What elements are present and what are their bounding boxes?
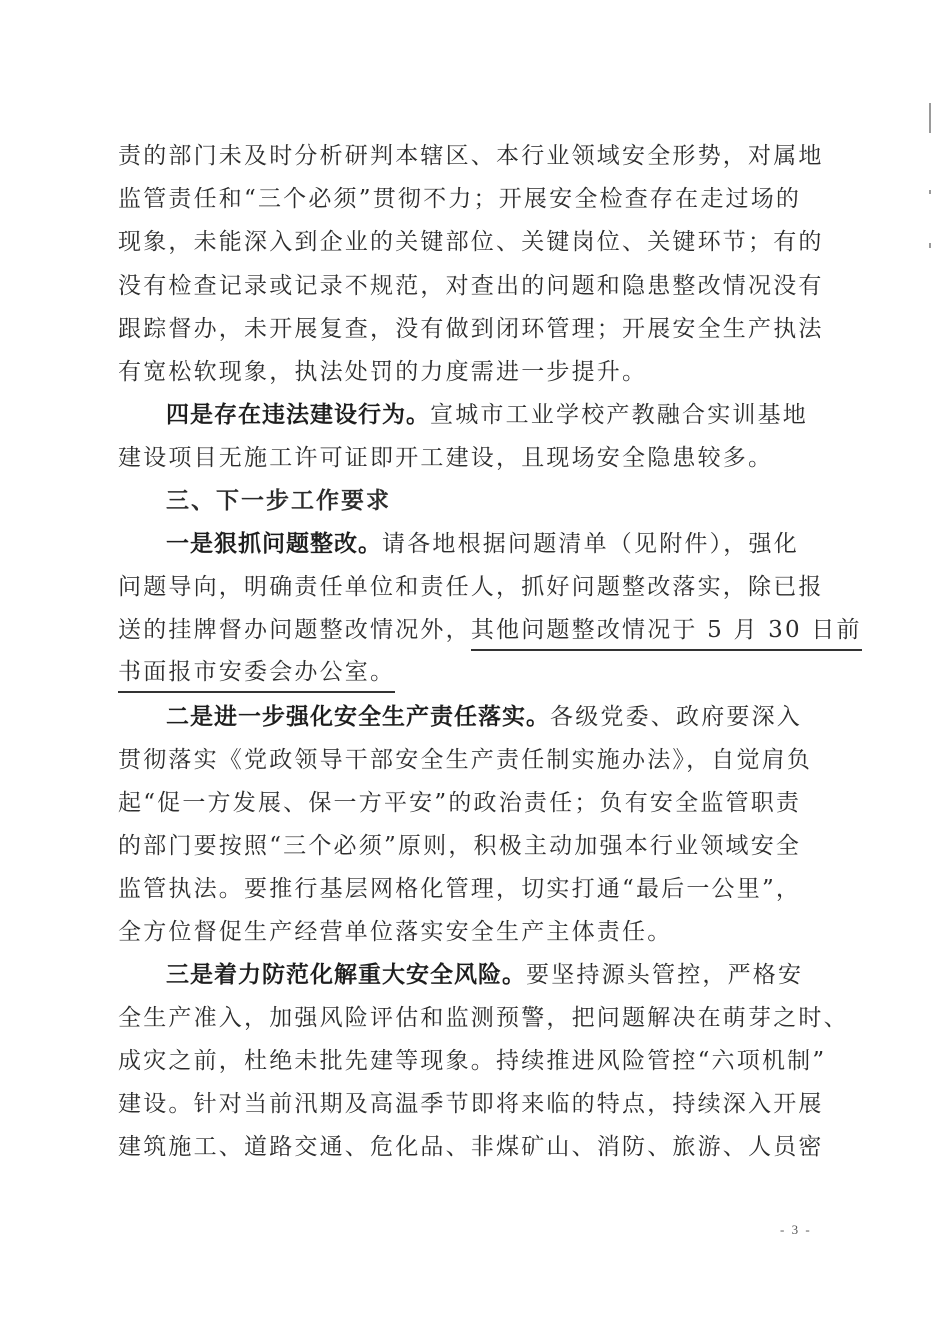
requirement-2-first-line — [166, 702, 816, 732]
section-heading: 三、下一步工作要求 — [166, 487, 391, 514]
requirement-3-first-line — [166, 960, 816, 990]
paragraph-line: 现象，未能深入到企业的关键部位、关键岗位、关键环节；有的 — [118, 229, 824, 255]
paragraph-line: 的部门要按照“三个必须”原则，积极主动加强本行业领域安全 — [118, 833, 802, 859]
paragraph-line: 建筑施工、道路交通、危化品、非煤矿山、消防、旅游、人员密 — [118, 1134, 824, 1160]
paragraph-line: 贯彻落实《党政领导干部安全生产责任制实施办法》，自觉肩负 — [118, 747, 813, 773]
paragraph-line: 责的部门未及时分析研判本辖区、本行业领域安全形势，对属地 — [118, 143, 824, 169]
scan-artifact — [929, 190, 931, 194]
requirement-1-first-line — [166, 529, 816, 559]
requirement-3-lead: 三是着力防范化解重大安全风险。 — [166, 961, 526, 988]
requirement-1-text: 请各地根据问题清单（见附件），强化 — [382, 531, 799, 557]
paragraph-line: 跟踪督办，未开展复查，没有做到闭环管理；开展安全生产执法 — [118, 316, 824, 342]
paragraph-line: 没有检查记录或记录不规范，对查出的问题和隐患整改情况没有 — [118, 273, 824, 299]
paragraph-line: 问题导向，明确责任单位和责任人，抓好问题整改落实，除已报 — [118, 574, 824, 600]
issue-4-first-line — [166, 400, 816, 430]
issue-4-lead: 四是存在违法建设行为。 — [166, 401, 430, 428]
paragraph-line: 有宽松软现象，执法处罚的力度需进一步提升。 — [118, 359, 648, 385]
paragraph-line: 监管执法。要推行基层网格化管理，切实打通“最后一公里”， — [118, 876, 802, 902]
scan-artifact — [929, 243, 931, 248]
paragraph-line: 全生产准入，加强风险评估和监测预警，把问题解决在萌芽之时、 — [118, 1005, 849, 1031]
paragraph-line: 监管责任和“三个必须”贯彻不力；开展安全检查存在走过场的 — [118, 186, 802, 212]
requirement-2-lead: 二是进一步强化安全生产责任落实。 — [166, 703, 550, 730]
requirement-3-text: 要坚持源头管控，严格安 — [526, 962, 804, 988]
requirement-1-plain: 送的挂牌督办问题整改情况外， — [118, 617, 471, 643]
requirement-1-lead: 一是狠抓问题整改。 — [166, 530, 382, 557]
paragraph-line: 建设。针对当前汛期及高温季节即将来临的特点，持续深入开展 — [118, 1091, 824, 1117]
paragraph-line: 建设项目无施工许可证即开工建设，且现场安全隐患较多。 — [118, 445, 774, 471]
paragraph-line: 起“促一方发展、保一方平安”的政治责任；负有安全监管职责 — [118, 790, 802, 816]
deadline-underlined-text: 其他问题整改情况于 5 月 30 日前 — [471, 617, 862, 651]
issue-4-text: 宣城市工业学校产教融合实训基地 — [430, 402, 808, 428]
paragraph-line: 全方位督促生产经营单位落实安全生产主体责任。 — [118, 919, 673, 945]
scan-artifact — [929, 103, 931, 133]
report-underlined-text: 书面报市安委会办公室。 — [118, 659, 395, 693]
page-number: - 3 - — [780, 1222, 812, 1237]
requirement-1-deadline-line — [118, 615, 862, 645]
paragraph-line: 成灾之前，杜绝未批先建等现象。持续推进风险管控“六项机制” — [118, 1048, 827, 1074]
requirement-1-report-line — [118, 657, 818, 687]
requirement-2-text: 各级党委、政府要深入 — [550, 704, 802, 730]
